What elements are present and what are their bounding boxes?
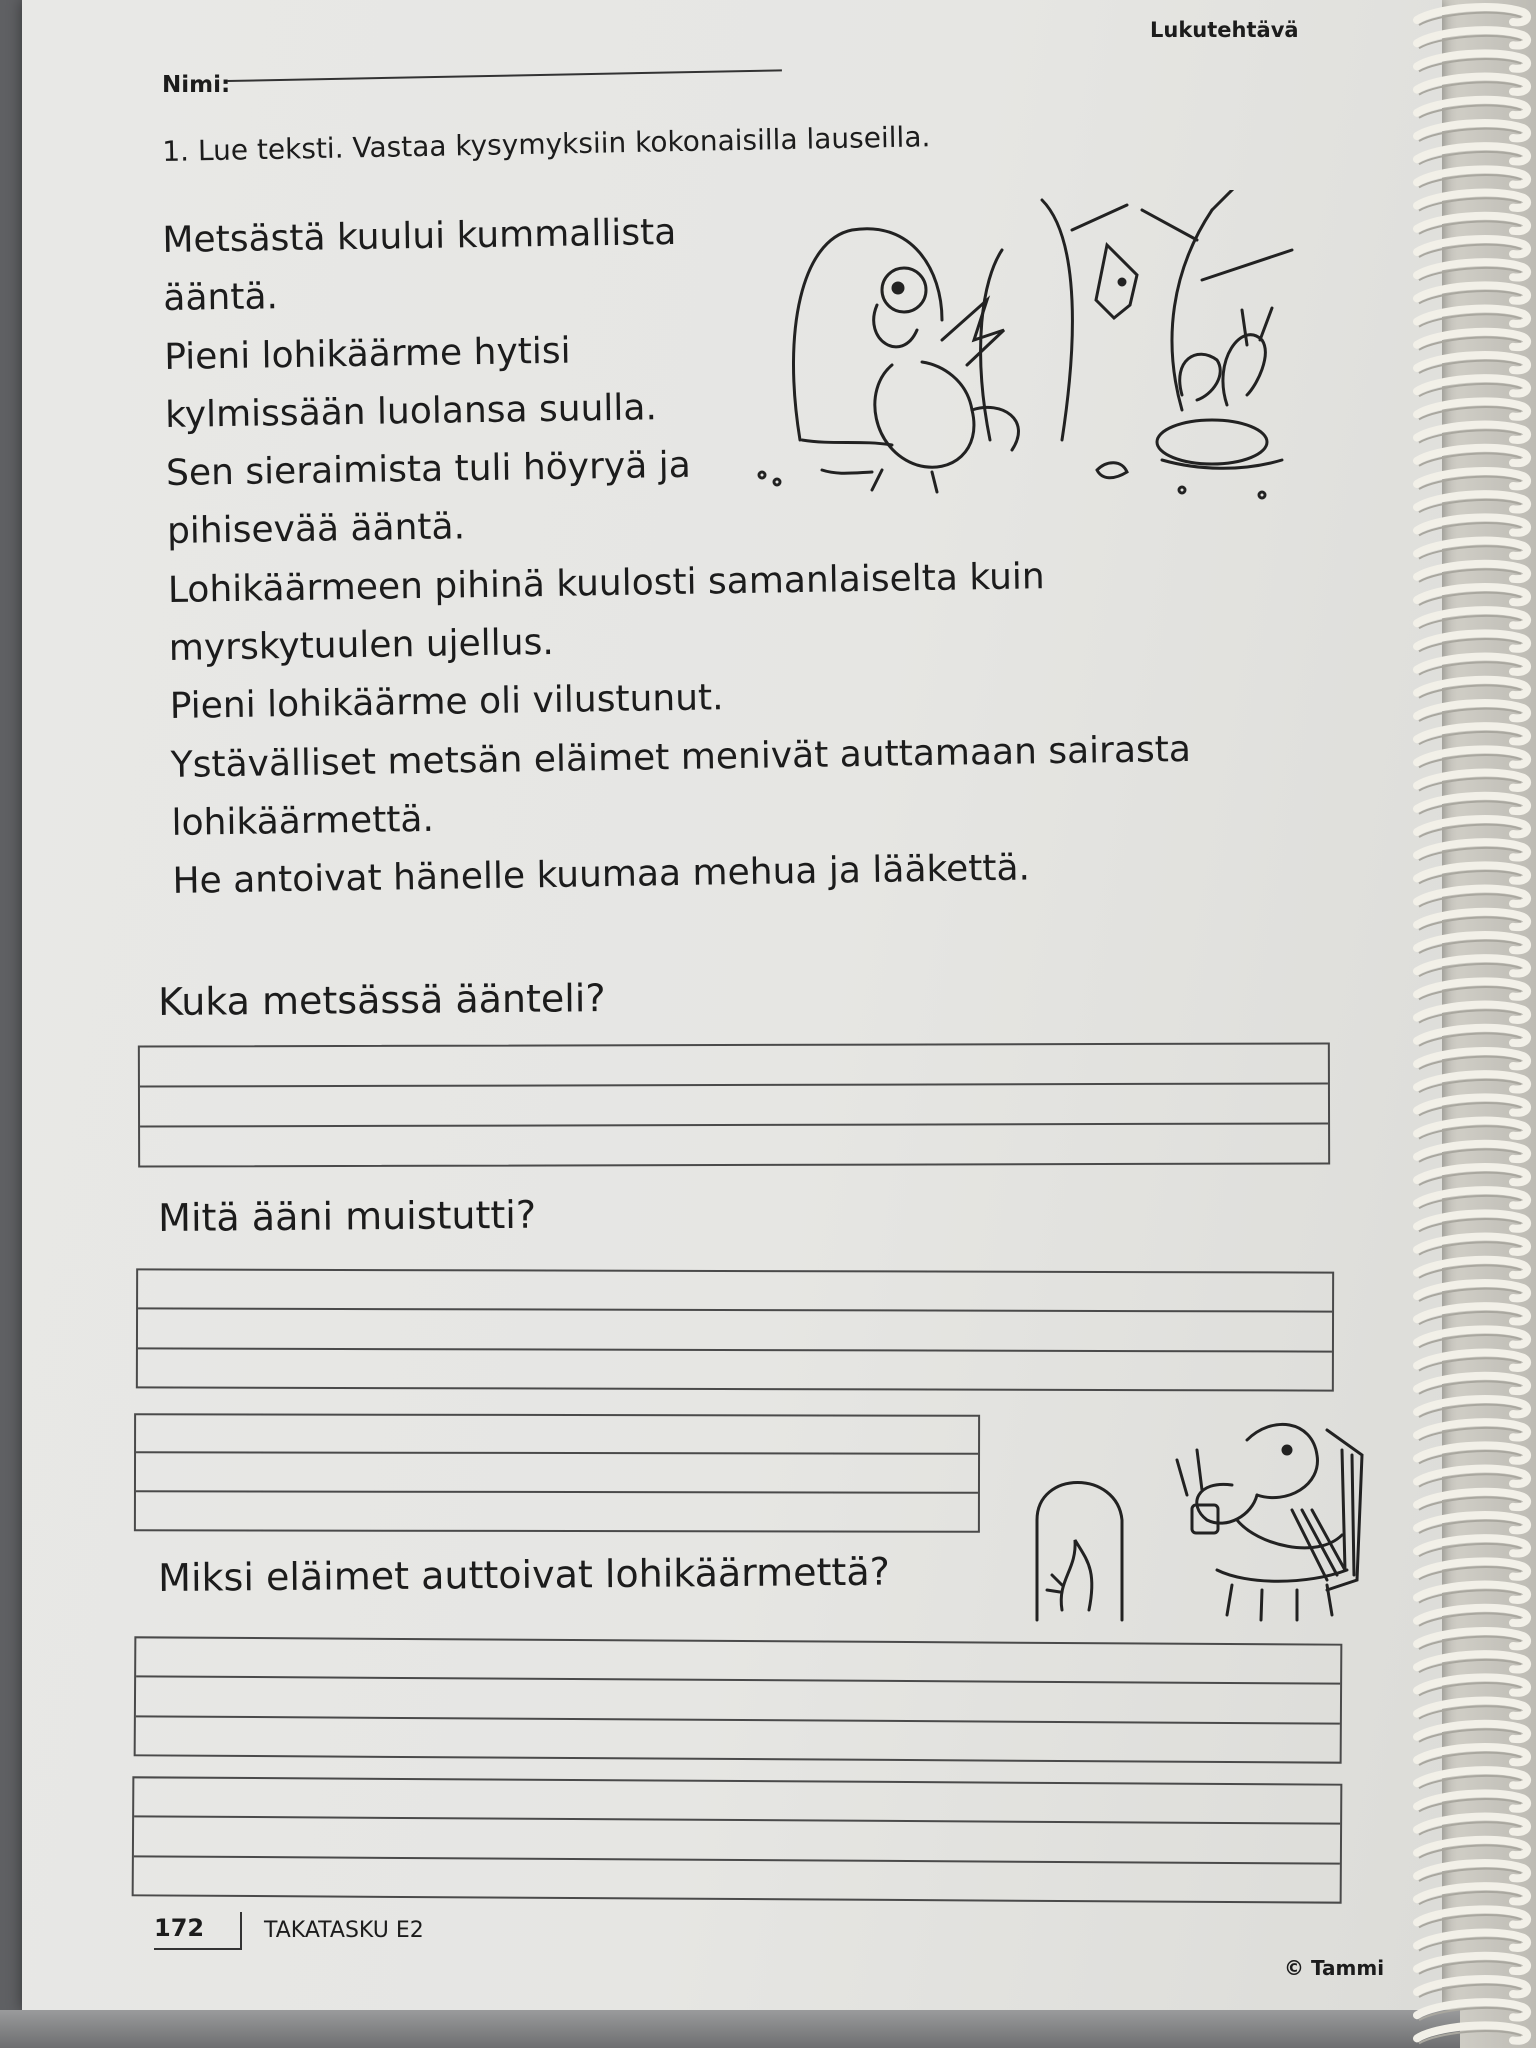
story-line: Pieni lohikäärme oli vilustunut.	[169, 677, 724, 728]
story-line: lohikäärmettä.	[171, 798, 435, 844]
story-line: Lohikäärmeen pihinä kuulosti samanlaiselta kuin	[167, 555, 1045, 611]
question-1: Kuka metsässä äänteli?	[158, 976, 606, 1024]
answer-lines-3a[interactable]	[134, 1636, 1343, 1763]
story-line: myrskytuulen ujellus.	[168, 621, 555, 670]
copyright-notice: © Tammi	[1284, 1956, 1385, 1980]
answer-lines-3b[interactable]	[132, 1776, 1343, 1903]
workbook-page	[22, 0, 1442, 2010]
story-line: He antoivat hänelle kuumaa mehua ja lääkettä.	[172, 847, 1031, 903]
story-line: Pieni lohikäärme hytisi	[163, 330, 571, 378]
name-label: Nimi:	[162, 72, 231, 98]
dragon-by-fireplace-illustration	[1027, 1410, 1372, 1630]
question-3: Miksi eläimet auttoivat lohikäärmettä?	[158, 1549, 890, 1600]
page-number: 172	[154, 1914, 205, 1942]
book-title: TAKATASKU E2	[264, 1918, 424, 1943]
page-stack-edge	[0, 2010, 1460, 2048]
footer-separator	[240, 1912, 242, 1950]
page-number-underline	[154, 1948, 242, 1950]
answer-lines-2b[interactable]	[134, 1413, 980, 1532]
name-write-line[interactable]	[227, 69, 782, 82]
story-line: Ystävälliset metsän eläimet menivät auttamaan sairasta	[170, 728, 1192, 786]
answer-lines-2a[interactable]	[136, 1268, 1334, 1391]
story-line: Sen sieraimista tuli höyryä ja	[165, 444, 692, 495]
story-line: Metsästä kuului kummallista	[162, 211, 677, 261]
spiral-binding	[1395, 0, 1536, 2048]
page-header-title: Lukutehtävä	[1150, 18, 1299, 42]
story-line: ääntä.	[163, 276, 279, 320]
answer-lines-1[interactable]	[138, 1042, 1330, 1167]
task-instruction: 1. Lue teksti. Vastaa kysymyksiin kokonaisilla lauseilla.	[162, 120, 931, 168]
story-line: kylmissään luolansa suulla.	[164, 387, 658, 436]
story-line: pihisevää ääntä.	[166, 506, 466, 553]
dragon-in-forest-illustration	[742, 190, 1342, 520]
question-2: Mitä ääni muistutti?	[158, 1192, 537, 1240]
